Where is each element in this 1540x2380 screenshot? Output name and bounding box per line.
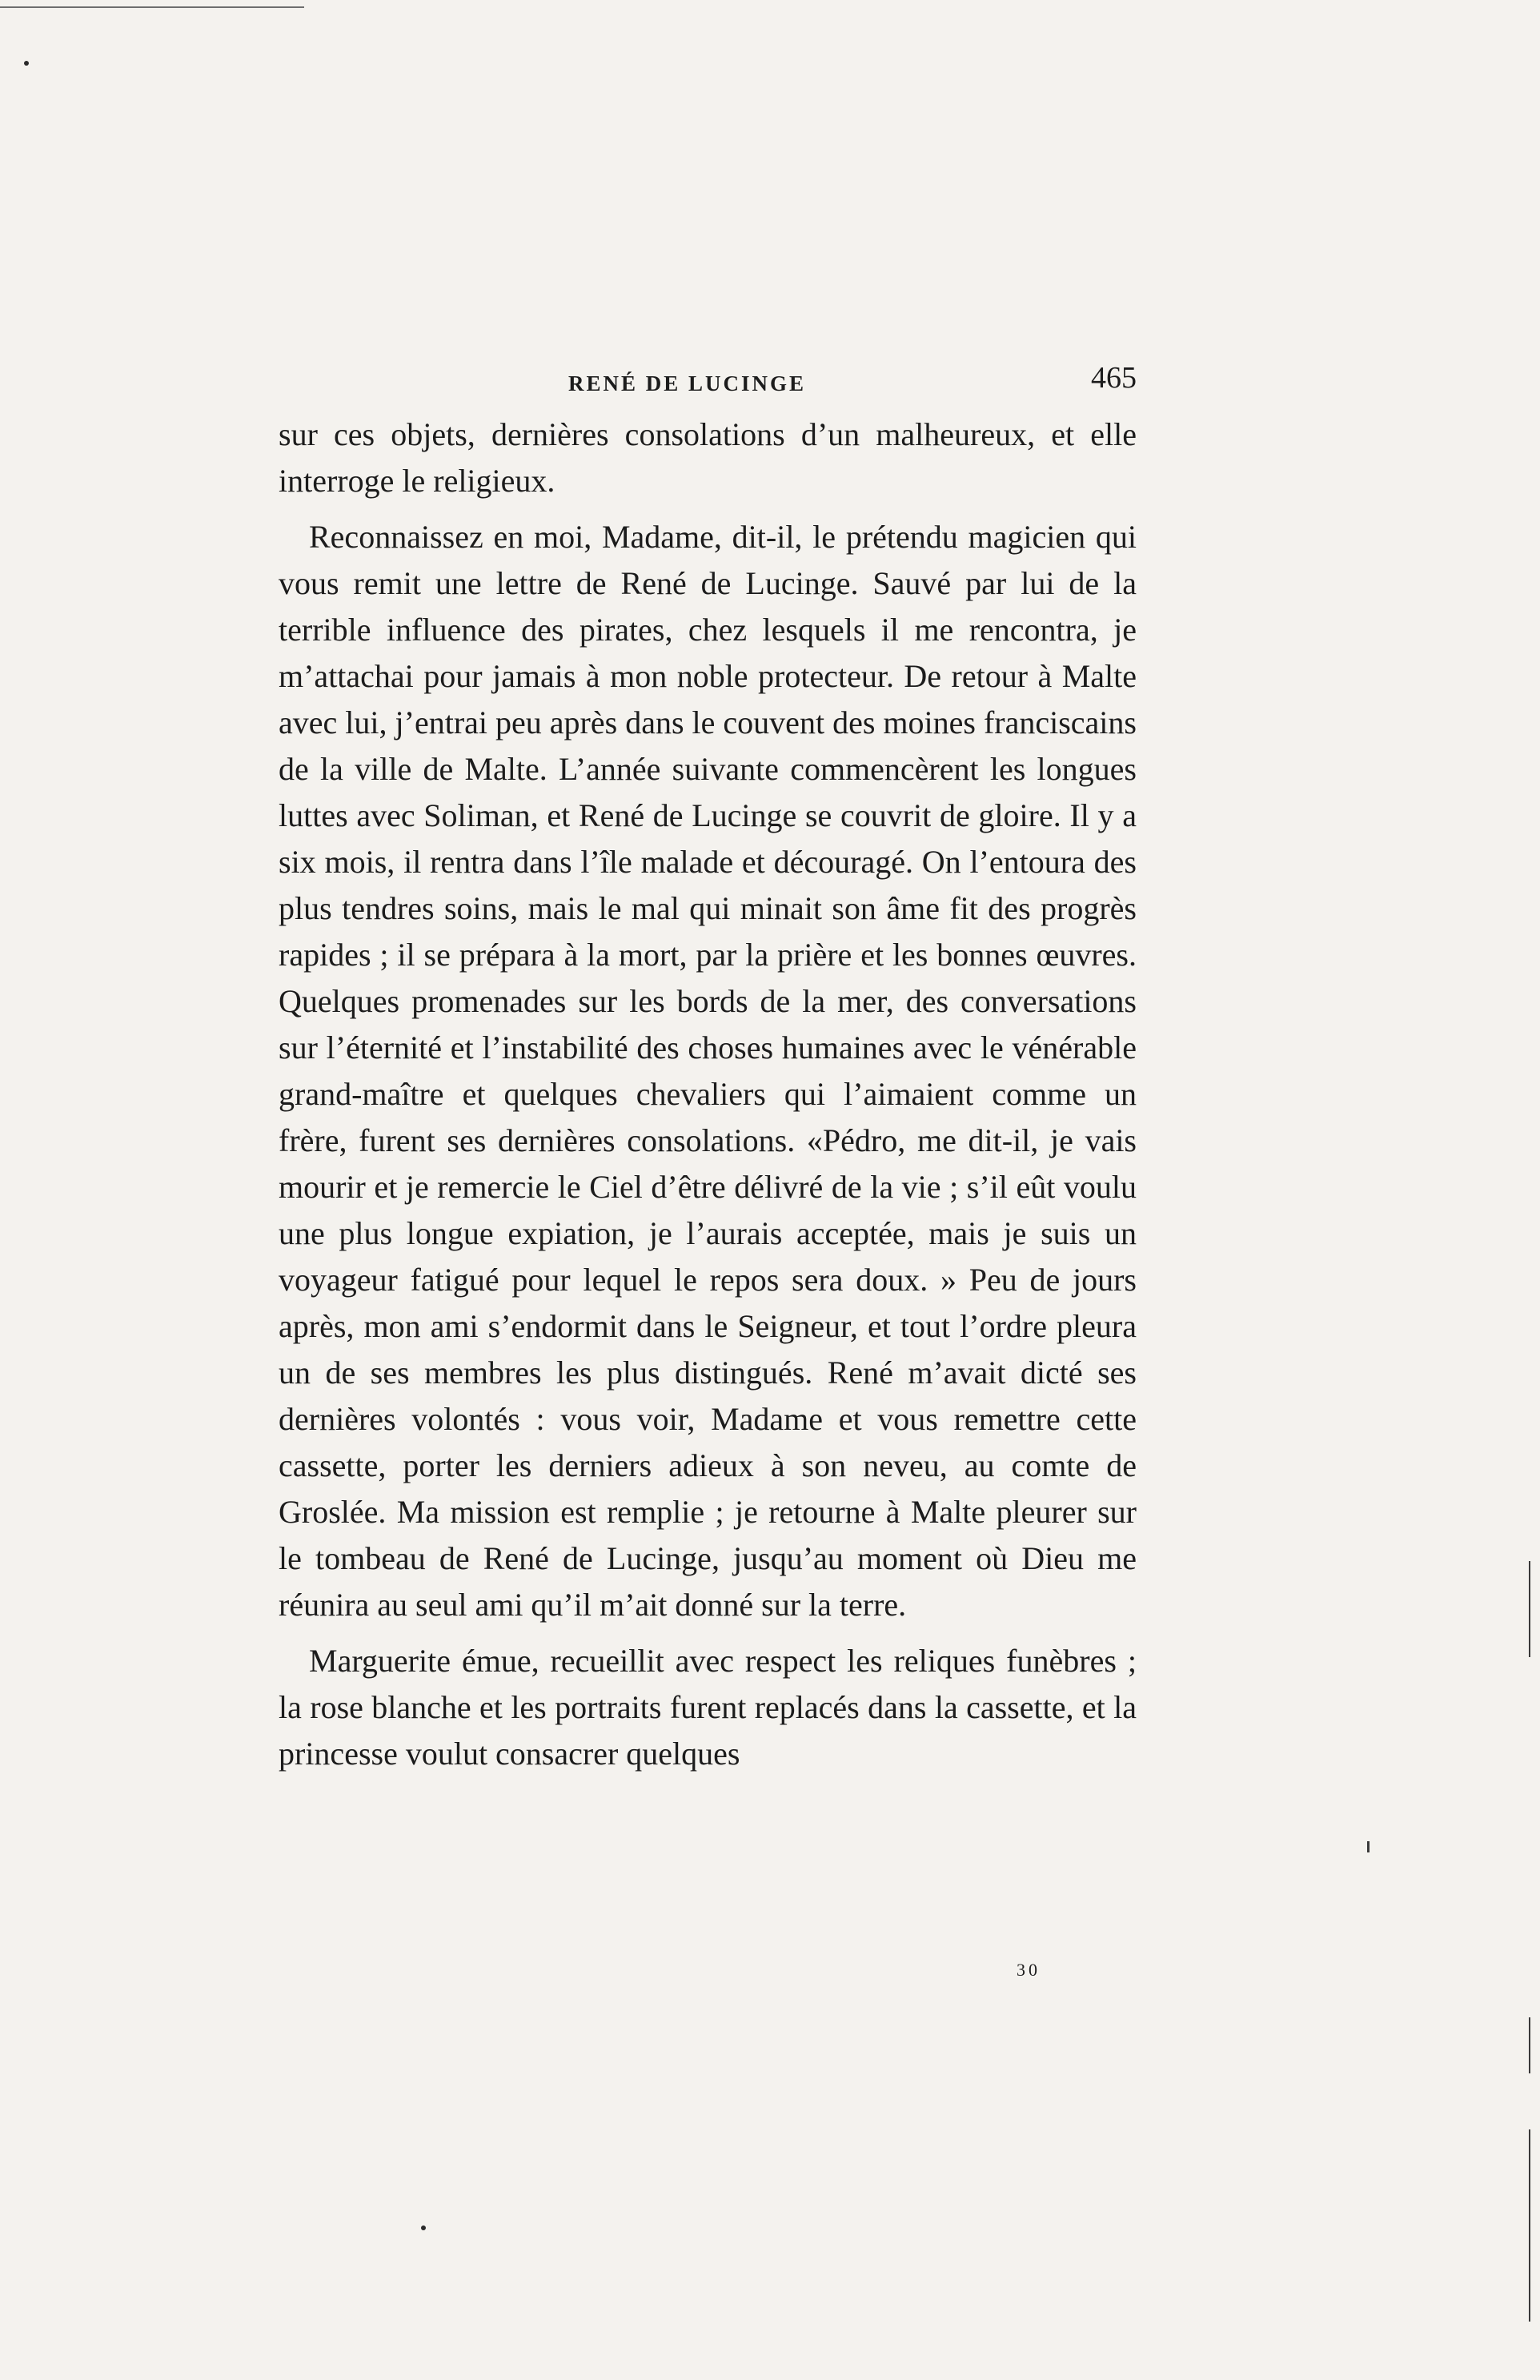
paragraph-3: Marguerite émue, recueillit avec respect les reliques funèbres ; la rose blanche et les portraits furent replacés dans la cassette, et la princesse voulut consacrer quelques bbox=[279, 1643, 1137, 1772]
running-head bbox=[279, 360, 1137, 400]
page-number: 465 bbox=[1091, 361, 1137, 395]
margin-mark-right-2 bbox=[1529, 2017, 1530, 2073]
paragraph-2: Reconnaissez en moi, Madame, dit-il, le prétendu magicien qui vous remit une lettre de René de Lucinge. Sauvé par lui de la terrible influence des pirates, chez lesquels il me rencontra, je m’attachai pour jamais à mon noble protecteur. De retour à Malte avec lui, j’entrai peu après dans le couvent des moines franciscains de la ville de Malte. L’année suivante commencèrent les longues luttes avec Soliman, et René de Lucinge se couvrit de gloire. Il y a six mois, il rentra dans l’île malade et découragé. On l’entoura des plus tendres soins, mais le mal qui minait son âme fit des progrès rapides ; il se prépara à la mort, par la prière et les bonnes œuvres. Quelques promenades sur les bords de la mer, des conversations sur l’éternité et l’instabilité des choses humaines avec le vénérable grand-maître et quelques chevaliers qui l’aimaient comme un frère, furent ses dernières consolations. «Pédro, me dit-il, je vais mourir et je remercie le Ciel d’être délivré de la vie ; s’il eût voulu une plus longue expiation, je l’aurais acceptée, mais je suis un voyageur fatigué pour lequel le repos sera doux. » Peu de jours après, mon ami s’endormit dans le Seigneur, et tout l’ordre pleura un de ses membres les plus distingués. René m’avait dicté ses dernières volontés : vous voir, Madame et vous remettre cette cassette, porter les derniers adieux à son neveu, au comte de Groslée. Ma mission est remplie ; je retourne à Malte pleurer sur le tombeau de René de Lucinge, jusqu’au moment où Dieu me réunira au seul ami qu’il m’ait donné sur la terre. bbox=[279, 519, 1137, 1623]
signature-mark: 30 bbox=[1017, 1960, 1041, 1980]
margin-dot-2 bbox=[421, 2225, 426, 2230]
margin-mark-right-1 bbox=[1529, 1561, 1530, 1657]
margin-mark-right-3 bbox=[1529, 2129, 1530, 2322]
running-title: RENÉ DE LUCINGE bbox=[568, 371, 807, 395]
margin-mark-tick bbox=[1367, 1841, 1370, 1852]
margin-dot-1 bbox=[24, 61, 29, 66]
body-text bbox=[279, 411, 1137, 1777]
scan-edge-rule bbox=[0, 6, 304, 8]
paragraph-1: sur ces objets, dernières consolations d’un malheureux, et elle interroge le religieux. bbox=[279, 416, 1137, 499]
